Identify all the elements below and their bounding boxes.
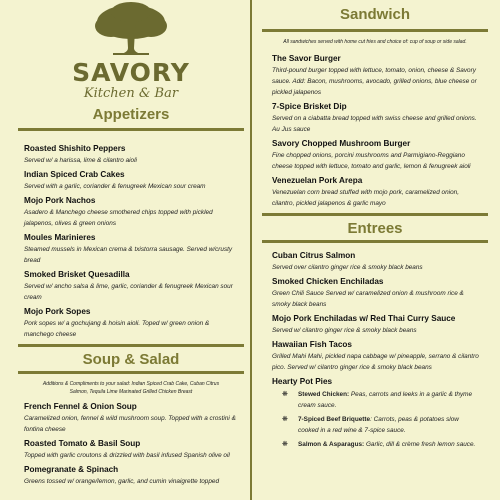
tree-icon [91, 2, 171, 58]
menu-item [24, 307, 238, 340]
item-description: Caramelized onion, fennel & wild mushroom soup. Topped with a crostini & fontina cheese [24, 415, 236, 433]
item-name: Roasted Tomato & Basil Soup [24, 439, 141, 448]
option-description: Garlic, dill & crème fresh lemon sauce. [364, 441, 476, 448]
item-name: Hawaiian Fish Tacos [272, 340, 352, 349]
item-description: Venezuelan corn bread stuffed with mojo pork, caramelized onion, cilantro, pickled jalapenos & garlic mayo [272, 189, 459, 207]
menu-item [272, 251, 480, 273]
column-divider [250, 0, 252, 500]
menu-item [272, 277, 480, 310]
item-description: Served on a ciabatta bread topped with swiss cheese and grilled onions. Au Jus sauce [272, 115, 477, 133]
menu-item [24, 170, 238, 192]
item-name: 7-Spice Brisket Dip [272, 102, 347, 111]
item-description: Served over cilantro ginger rice & smoky black beans [272, 264, 423, 271]
logo-tagline: Kitchen & Bar [83, 86, 179, 101]
appetizers-title: Appetizers [92, 106, 170, 123]
menu-item [24, 196, 238, 229]
soup-salad-list [18, 396, 244, 487]
item-description: Served with a garlic, coriander & fenugreek Mexican sour cream [24, 183, 206, 190]
item-name: Roasted Shishito Peppers [24, 144, 126, 153]
entrees-title: Entrees [347, 220, 403, 237]
pot-pie-option [272, 389, 480, 411]
item-name: Venezuelan Pork Arepa [272, 176, 363, 185]
item-name: Smoked Chicken Enchiladas [272, 277, 384, 286]
pot-pie-option [272, 439, 480, 450]
right-column [262, 0, 488, 450]
item-description: Asadero & Manchego cheese smothered chips topped with pickled jalapenos, olives & green onions [24, 209, 213, 227]
item-description: Pork sopes w/ a gochujang & hoisin aioli. Toped w/ green onion & manchego cheese [24, 320, 210, 338]
option-name: 7-Spiced Beef Briquette [298, 416, 371, 423]
pot-pie-option [272, 414, 480, 436]
bullet-icon: ❋ [282, 391, 288, 398]
item-name: Mojo Pork Nachos [24, 196, 96, 205]
item-description: Green Chili Sauce Served w/ caramelized onion & mushroom rice & smoky black beans [272, 290, 464, 308]
item-description: Grilled Mahi Mahi, pickled napa cabbage w/ pineapple, serrano & cilantro pico. Served w/ cilantro ginger rice & smoky black beans [272, 353, 479, 371]
menu-item [24, 233, 238, 266]
sandwich-list [262, 46, 488, 209]
option-description: : Carrots, peas & potatoes slow cooked in a red wine & 7-spice sauce. [298, 416, 459, 434]
item-description: Third-pound burger topped with lettuce, tomato, onion, cheese & Savory sauce. Add: Bacon, mushrooms, avocado, grilled onions, blue cheese or pickled jalapenos [272, 67, 477, 96]
menu-item [24, 439, 238, 461]
item-name: Moules Marinieres [24, 233, 96, 242]
item-description: Fine chopped onions, porcini mushrooms and Parmigiano-Reggiano cheese topped with lettuce, tomato and garlic, lemon & fenugreek aioli [272, 152, 471, 170]
item-description: Served w/ a harissa, lime & cilantro aioli [24, 157, 137, 164]
item-name: Mojo Pork Enchiladas w/ Red Thai Curry Sauce [272, 314, 456, 323]
menu-item [272, 377, 480, 450]
sandwich-title: Sandwich [339, 6, 410, 23]
menu-item [272, 139, 480, 172]
item-name: Pomegranate & Spinach [24, 465, 119, 474]
menu-item [272, 102, 480, 135]
item-description: Served w/ ancho salsa & lime, garlic, coriander & fenugreek Mexican sour cream [24, 283, 233, 301]
left-column [18, 0, 244, 491]
item-name: Mojo Pork Sopes [24, 307, 91, 316]
soup-salad-note: Additions & Compliments to your salad: Indian Spiced Crab Cake, Cuban Citrus Salmon, Tequila Lime Marinated Grilled Chicken Breast [42, 381, 220, 395]
item-name: Smoked Brisket Quesadilla [24, 270, 130, 279]
item-description: Greens tossed w/ orange/lemon, garlic, and cumin vinaigrette topped [24, 478, 220, 485]
appetizers-list [18, 131, 244, 340]
item-description: Steamed mussels in Mexican crema & txistorra sausage. Served w/crusty bread [24, 246, 233, 264]
bullet-icon: ❋ [282, 441, 288, 448]
soup-salad-title: Soup & Salad [82, 351, 180, 368]
logo [18, 0, 244, 128]
entrees-divider-top [262, 213, 488, 216]
option-description: Peas, carrots and leeks in a garlic & thyme cream sauce. [298, 391, 473, 409]
sandwich-note: All sandwiches served with home cut fries and choice of: cup of soup or side salad. [283, 39, 467, 45]
menu-item [272, 176, 480, 209]
item-name: Hearty Pot Pies [272, 377, 333, 386]
soup-salad-divider-top [18, 344, 244, 347]
menu-item [24, 465, 238, 487]
logo-wordmark: SAVORY [72, 58, 190, 87]
item-name: The Savor Burger [272, 54, 341, 63]
menu-item [24, 270, 238, 303]
entrees-list [262, 243, 488, 450]
item-name: Savory Chopped Mushroom Burger [272, 139, 411, 148]
menu-item [24, 402, 238, 435]
item-description: Topped with garlic croutons & drizzled with basil infused Spanish olive oil [24, 452, 230, 459]
item-name: Indian Spiced Crab Cakes [24, 170, 125, 179]
option-name: Salmon & Asparagus: [298, 441, 365, 448]
menu-item [272, 340, 480, 373]
menu-item [272, 54, 480, 98]
bullet-icon: ❋ [282, 416, 288, 423]
menu-item [24, 144, 238, 166]
item-name: Cuban Citrus Salmon [272, 251, 356, 260]
item-description: Served w/ cilantro ginger rice & smoky black beans [272, 327, 417, 334]
option-name: Stewed Chicken: [298, 391, 350, 398]
item-name: French Fennel & Onion Soup [24, 402, 137, 411]
menu-item [272, 314, 480, 336]
